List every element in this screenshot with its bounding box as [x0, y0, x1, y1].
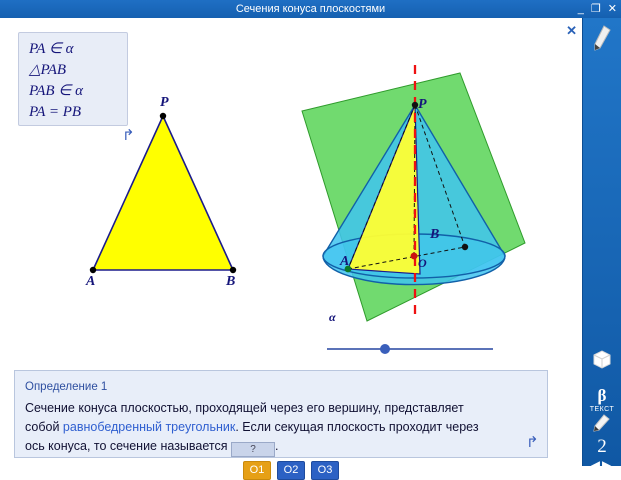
definition-line-1: Сечение конуса плоскостью, проходящей через его вершину, представляет	[25, 401, 464, 415]
triangle-label-p: P	[160, 95, 169, 110]
definition-line-2a: собой	[25, 420, 63, 434]
prev-page-icon[interactable]: ◀	[590, 458, 602, 472]
cone-label-a: A	[340, 254, 350, 269]
beta-icon[interactable]: β	[597, 386, 607, 405]
animation-slider[interactable]	[327, 343, 493, 355]
definition-line-3b: .	[274, 439, 279, 453]
pen-icon[interactable]	[583, 414, 621, 435]
next-page-icon[interactable]: ▶	[602, 458, 614, 472]
pencil-icon[interactable]	[583, 24, 621, 54]
page-number: 2	[597, 436, 607, 457]
slider-knob[interactable]	[380, 344, 390, 354]
undo-icon-definition[interactable]: ↰	[526, 434, 539, 451]
definition-line-2b: . Если секущая плоскость проходит через	[235, 420, 479, 434]
formula-line-3: PAB ∈ α	[29, 83, 83, 99]
definition-text	[25, 399, 537, 457]
cone-label-alpha: α	[329, 310, 336, 324]
lesson-canvas	[0, 18, 583, 476]
cone-label-p: P	[418, 97, 427, 112]
right-toolbar	[582, 18, 621, 472]
answer-button-o2[interactable]: О2	[277, 461, 305, 480]
triangle-figure	[10, 78, 270, 358]
window-title: Сечения конуса плоскостями	[235, 3, 386, 15]
answer-button-o1[interactable]: О1	[243, 461, 271, 480]
window-controls	[578, 0, 617, 18]
definition-title: Определение 1	[25, 381, 108, 393]
cone-figure	[290, 43, 580, 343]
cone-label-b: B	[430, 227, 440, 242]
undo-icon-formula[interactable]: ↰	[122, 127, 135, 144]
title-bar	[0, 0, 621, 18]
definition-line-3a: ось конуса, то сечение называется	[25, 439, 231, 453]
answer-blank[interactable]: ?	[231, 442, 275, 457]
definition-panel	[14, 370, 548, 458]
formula-line-2: △PAB	[29, 62, 67, 78]
maximize-button[interactable]: ❐	[590, 3, 601, 15]
triangle-label-a: A	[86, 274, 96, 289]
close-button[interactable]: ✕	[607, 3, 617, 15]
minimize-button[interactable]: _	[577, 3, 584, 15]
formula-line-1: PA ∈ α	[29, 41, 74, 57]
definition-highlight: равнобедренный треугольник	[62, 420, 236, 434]
page-nav[interactable]	[583, 458, 621, 472]
triangle-label-b: B	[226, 274, 236, 289]
answer-buttons	[243, 461, 339, 480]
cube-icon[interactable]	[583, 348, 621, 373]
text-tool-label[interactable]: ТЕКСТ	[589, 406, 615, 413]
formula-line-4: PA = PB	[29, 104, 82, 120]
slider-track[interactable]	[327, 348, 493, 350]
answer-button-o3[interactable]: О3	[311, 461, 339, 480]
cone-label-o: O	[418, 256, 427, 270]
close-icon[interactable]: ✕	[566, 23, 577, 38]
